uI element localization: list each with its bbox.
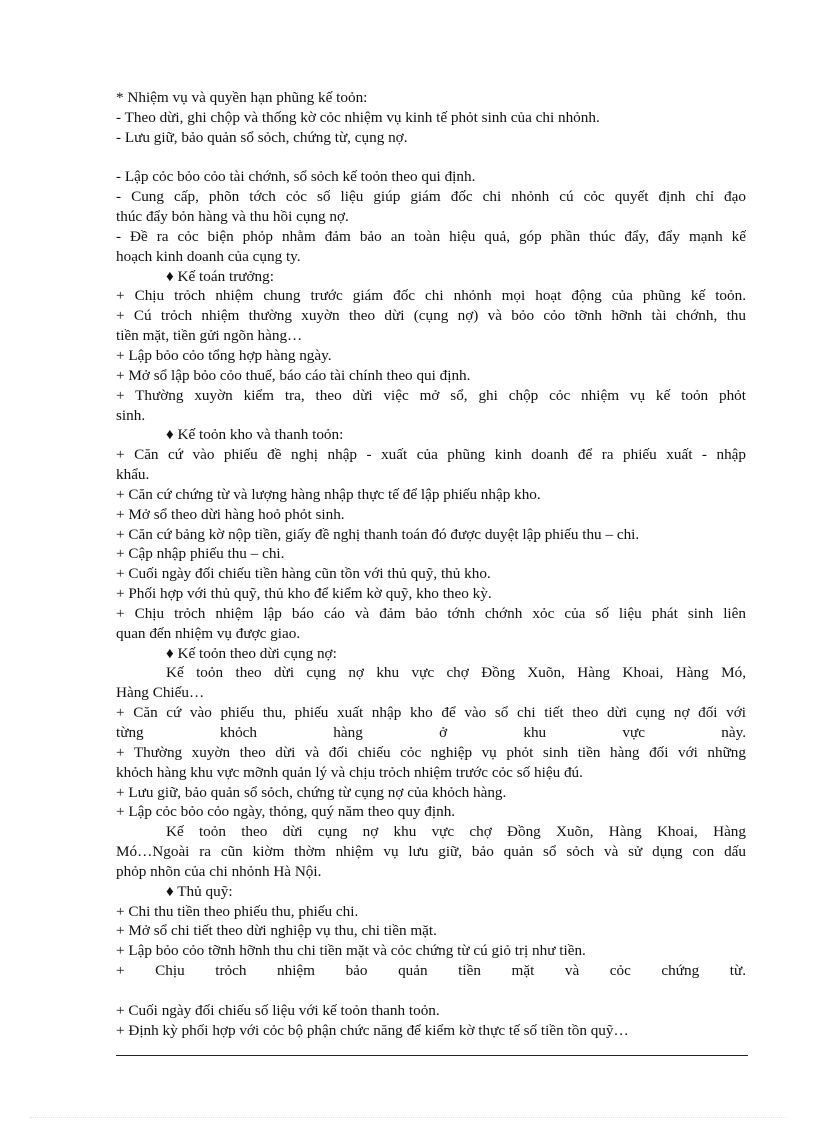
duty-line: + Định kỳ phối hợp với cỏc bộ phận chức năng để kiểm kờ thực tế số tiền tồn quỹ…	[116, 1021, 629, 1039]
duty-line: + Lưu giữ, bảo quản sổ sỏch, chứng từ cụng nợ của khỏch hàng.	[116, 783, 507, 801]
duty-line: hoạch kinh doanh của cụng ty.	[116, 247, 301, 265]
section-heading-warehouse-payment: ♦ Kế toỏn kho và thanh toỏn:	[166, 426, 344, 444]
duty-line: + Thường xuyờn theo dừi và đối chiếu cỏc nghiệp vụ phỏt sinh tiền hàng đối với những	[116, 743, 746, 761]
duty-line: + Cập nhập phiếu thu – chi.	[116, 545, 285, 563]
duty-line: - Lập cỏc bỏo cỏo tài chớnh, sổ sỏch kế toỏn theo qui định.	[116, 168, 476, 186]
duty-line: - Theo dừi, ghi chộp và thống kờ cỏc nhiệm vụ kinh tế phỏt sinh của chi nhỏnh.	[116, 108, 600, 126]
duty-line: + Chi thu tiền theo phiếu thu, phiếu chi.	[116, 902, 359, 920]
duty-line: + Mở sổ lập bỏo cỏo thuế, báo cáo tài chính theo qui định.	[116, 366, 471, 384]
duty-line: + Chịu trỏch nhiệm lập báo cáo và đảm bảo tớnh chớnh xỏc của số liệu phát sinh liên	[116, 604, 746, 622]
duty-line: - Đề ra cỏc biện phỏp nhằm đảm bảo an toàn hiệu quả, góp phần thúc đẩy, đẩy mạnh kế	[116, 227, 746, 245]
section-heading-chief-accountant: ♦ Kế toán trưởng:	[166, 267, 274, 285]
duty-line: khẩu.	[116, 466, 150, 484]
duty-line: + Cuối ngày đối chiếu tiền hàng cũn tồn với thủ quỹ, thủ kho.	[116, 565, 491, 583]
duty-line: - Lưu giữ, bảo quản sổ sỏch, chứng từ, cụng nợ.	[116, 128, 408, 146]
duty-line: + Chịu trỏch nhiệm chung trước giám đốc chi nhỏnh mọi hoạt động của phũng kế toỏn.	[116, 287, 746, 305]
duty-line: sinh.	[116, 406, 146, 424]
duty-line: Kế toỏn theo dừi cụng nợ khu vực chợ Đồng Xuõn, Hàng Khoai, Hàng	[166, 823, 746, 841]
duty-line: tiền mặt, tiền gửi ngõn hàng…	[116, 327, 303, 345]
duty-line: + Mở sổ chi tiết theo dừi nghiệp vụ thu, chi tiền mặt.	[116, 922, 437, 940]
duty-line: phỏp nhõn của chi nhỏnh Hà Nội.	[116, 862, 322, 880]
duty-line: + Căn cứ vào phiếu thu, phiếu xuất nhập kho để vào sổ chi tiết theo dừi cụng nợ đối với	[116, 704, 746, 722]
duty-line: + Căn cứ chứng từ và lượng hàng nhập thực tế để lập phiếu nhập kho.	[116, 485, 541, 503]
duty-line: + Lập bỏo cỏo tổng hợp hàng ngày.	[116, 346, 332, 364]
duty-line: - Cung cấp, phõn tớch cỏc số liệu giúp giám đốc chi nhỏnh cú cỏc quyết định chỉ đạo	[116, 188, 746, 206]
blank-line	[116, 981, 746, 1001]
duty-line: + Thường xuyờn kiểm tra, theo dừi việc mở sổ, ghi chộp cỏc nhiệm vụ kế toỏn phỏt	[116, 386, 746, 404]
duty-line: Hàng Chiếu…	[116, 684, 205, 702]
duty-line: + Cú trỏch nhiệm thường xuyờn theo dừi (cụng nợ) và bỏo cỏo tỡnh hỡnh tài chớnh, thu	[116, 307, 746, 325]
duty-line: Kế toỏn theo dừi cụng nợ khu vực chợ Đồng Xuõn, Hàng Khoai, Hàng Mó,	[166, 664, 746, 682]
duty-line: + Lập bỏo cỏo tỡnh hỡnh thu chi tiền mặt và cỏc chứng từ cú giỏ trị như tiền.	[116, 942, 586, 960]
blank-line	[116, 148, 746, 168]
duty-line: khỏch hàng khu vực mỡnh quản lý và chịu trỏch nhiệm trước cỏc số hiệu đú.	[116, 763, 583, 781]
duty-line: quan đến nhiệm vụ được giao.	[116, 624, 301, 642]
page-edge-dots	[30, 1117, 786, 1118]
duty-line: + Mở sổ theo dừi hàng hoỏ phỏt sinh.	[116, 505, 345, 523]
section-heading-cashier: ♦ Thủ quỹ:	[166, 882, 233, 900]
heading-department-duties: * Nhiệm vụ và quyền hạn phũng kế toỏn:	[116, 89, 368, 106]
duty-line: + Căn cứ vào phiếu đề nghị nhập - xuất của phũng kinh doanh để ra phiếu xuất - nhập	[116, 446, 746, 464]
duty-line: Mó…Ngoài ra cũn kiờm thờm nhiệm vụ lưu giữ, bảo quản sổ sỏch và sử dụng con dấu	[116, 843, 746, 861]
duty-line: + Cuối ngày đối chiếu số liệu với kế toỏn thanh toỏn.	[116, 1001, 440, 1019]
bottom-rule	[116, 1055, 748, 1056]
duty-line: từng khỏch hàng ở khu vực này.	[116, 724, 746, 741]
duty-line: + Lập cỏc bỏo cỏo ngày, thỏng, quý năm theo quy định.	[116, 803, 456, 821]
document-body	[116, 88, 746, 1041]
duty-line: + Phối hợp với thủ quỹ, thủ kho để kiểm kờ quỹ, kho theo kỳ.	[116, 585, 492, 603]
duty-line: + Căn cứ bảng kờ nộp tiền, giấy đề nghị thanh toán đó được duyệt lập phiếu thu – chi.	[116, 525, 640, 543]
duty-line: + Chịu trỏch nhiệm bảo quản tiền mặt và cỏc chứng từ.	[116, 962, 746, 980]
duty-line: thúc đẩy bỏn hàng và thu hồi cụng nợ.	[116, 208, 349, 226]
section-heading-debt-tracking: ♦ Kế toỏn theo dừi cụng nợ:	[166, 644, 337, 662]
